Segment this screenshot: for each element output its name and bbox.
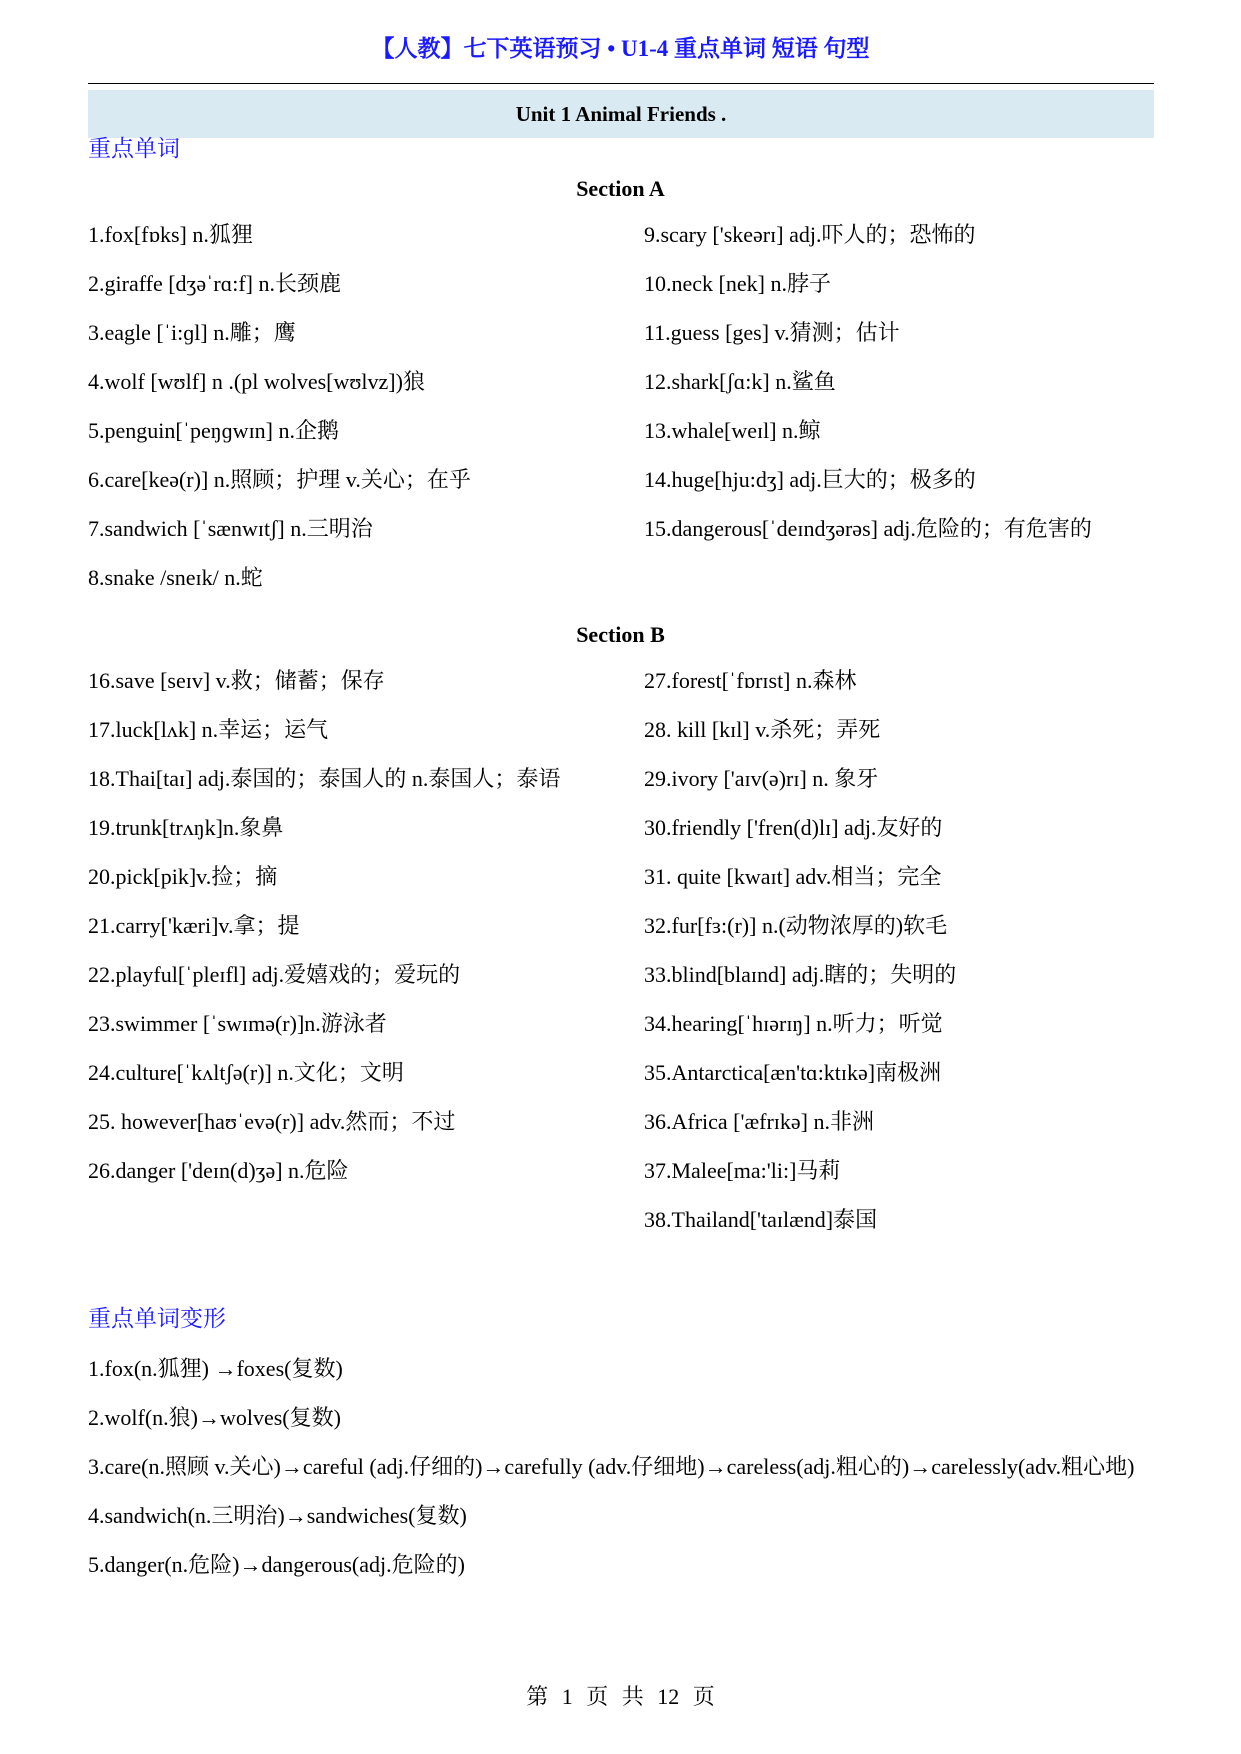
section-b-right-list [644, 656, 1164, 1244]
vocab-item: 17.luck[lʌk] n.幸运；运气 [88, 717, 329, 742]
vocab-item: 13.whale[weɪl] n.鲸 [644, 418, 821, 443]
vocab-item: 2.giraffe [dʒəˈrɑ:f] n.长颈鹿 [88, 271, 342, 296]
word-form-item: 2.wolf(n.狼)→wolves(复数) [88, 1405, 341, 1430]
vocab-item: 35.Antarctica[æn'tɑ:ktɪkə]南极洲 [644, 1060, 942, 1085]
unit-title-band [88, 90, 1154, 138]
vocab-item: 5.penguin[ˈpeŋɡwɪn] n.企鹅 [88, 418, 340, 443]
vocab-item: 38.Thailand['taɪlænd]泰国 [644, 1207, 878, 1232]
section-a-right-list [644, 210, 1164, 553]
vocab-item: 29.ivory ['aɪv(ə)rɪ] n. 象牙 [644, 766, 879, 791]
vocab-item: 4.wolf [wʊlf] n .(pl wolves[wʊlvz])狼 [88, 369, 425, 394]
vocab-item: 27.forest[ˈfɒrɪst] n.森林 [644, 668, 857, 693]
vocab-item: 11.guess [ges] v.猜测；估计 [644, 320, 900, 345]
vocab-item: 7.sandwich [ˈsænwɪtʃ] n.三明治 [88, 516, 373, 541]
vocab-item: 9.scary ['skeərɪ] adj.吓人的；恐怖的 [644, 222, 976, 247]
vocab-item: 18.Thai[taɪ] adj.泰国的；泰国人的 n.泰国人；泰语 [88, 766, 561, 791]
vocab-item: 10.neck [nek] n.脖子 [644, 271, 831, 296]
vocab-item: 37.Malee[ma:'li:]马莉 [644, 1158, 841, 1183]
word-forms-label: 重点单词变形 [88, 1306, 226, 1332]
vocab-item: 25. however[haʊˈevə(r)] adv.然而；不过 [88, 1109, 456, 1134]
header-divider [88, 83, 1154, 84]
section-b-title: Section B [576, 622, 665, 647]
vocab-item: 32.fur[fɜ:(r)] n.(动物浓厚的)软毛 [644, 913, 948, 938]
vocab-item: 23.swimmer [ˈswɪmə(r)]n.游泳者 [88, 1011, 387, 1036]
vocab-item: 20.pick[pik]v.捡；摘 [88, 864, 278, 889]
vocab-item: 24.culture[ˈkʌltʃə(r)] n.文化；文明 [88, 1060, 404, 1085]
section-b-left-list [88, 656, 608, 1195]
vocab-item: 36.Africa ['æfrɪkə] n.非洲 [644, 1109, 875, 1134]
vocab-item: 12.shark[ʃɑ:k] n.鲨鱼 [644, 369, 836, 394]
vocab-item: 16.save [seɪv] v.救；储蓄；保存 [88, 668, 385, 693]
vocab-item: 21.carry['kæri]v.拿；提 [88, 913, 300, 938]
page-number: 第 1 页 共 12 页 [526, 1684, 715, 1709]
vocab-item: 19.trunk[trʌŋk]n.象鼻 [88, 815, 284, 840]
vocab-item: 15.dangerous[ˈdeɪndʒərəs] adj.危险的；有危害的 [644, 516, 1092, 541]
vocab-item: 33.blind[blaɪnd] adj.瞎的；失明的 [644, 962, 957, 987]
word-form-item: 4.sandwich(n.三明治)→sandwiches(复数) [88, 1503, 467, 1528]
vocab-item: 30.friendly ['fren(d)lɪ] adj.友好的 [644, 815, 943, 840]
vocab-item: 26.danger ['deɪn(d)ʒə] n.危险 [88, 1158, 349, 1183]
vocab-item: 3.eagle [ˈi:ɡl] n.雕；鹰 [88, 320, 296, 345]
word-form-item: 5.danger(n.危险)→dangerous(adj.危险的) [88, 1552, 465, 1577]
key-words-label: 重点单词 [88, 136, 180, 162]
section-a-left-list [88, 210, 608, 602]
vocab-item: 34.hearing[ˈhɪərɪŋ] n.听力；听觉 [644, 1011, 943, 1036]
word-form-item: 3.care(n.照顾 v.关心)→careful (adj.仔细的)→carefully (adv.仔细地)→careless(adj.粗心的)→carelessly(adv.粗心地) [88, 1454, 1135, 1479]
unit-title: Unit 1 Animal Friends . [515, 102, 727, 126]
vocab-item: 8.snake /sneɪk/ n.蛇 [88, 565, 263, 590]
vocab-item: 28. kill [kɪl] v.杀死；弄死 [644, 717, 881, 742]
vocab-item: 31. quite [kwaɪt] adv.相当；完全 [644, 864, 942, 889]
word-forms-list [88, 1344, 1154, 1589]
section-a-title: Section A [576, 176, 665, 201]
page-header-title: 【人教】七下英语预习 • U1-4 重点单词 短语 句型 [371, 36, 870, 61]
vocab-item: 22.playful[ˈpleɪfl] adj.爱嬉戏的；爱玩的 [88, 962, 461, 987]
vocab-item: 1.fox[fɒks] n.狐狸 [88, 222, 253, 247]
vocab-item: 14.huge[hju:dʒ] adj.巨大的；极多的 [644, 467, 976, 492]
word-form-item: 1.fox(n.狐狸) →foxes(复数) [88, 1356, 343, 1381]
vocab-item: 6.care[keə(r)] n.照顾；护理 v.关心；在乎 [88, 467, 471, 492]
